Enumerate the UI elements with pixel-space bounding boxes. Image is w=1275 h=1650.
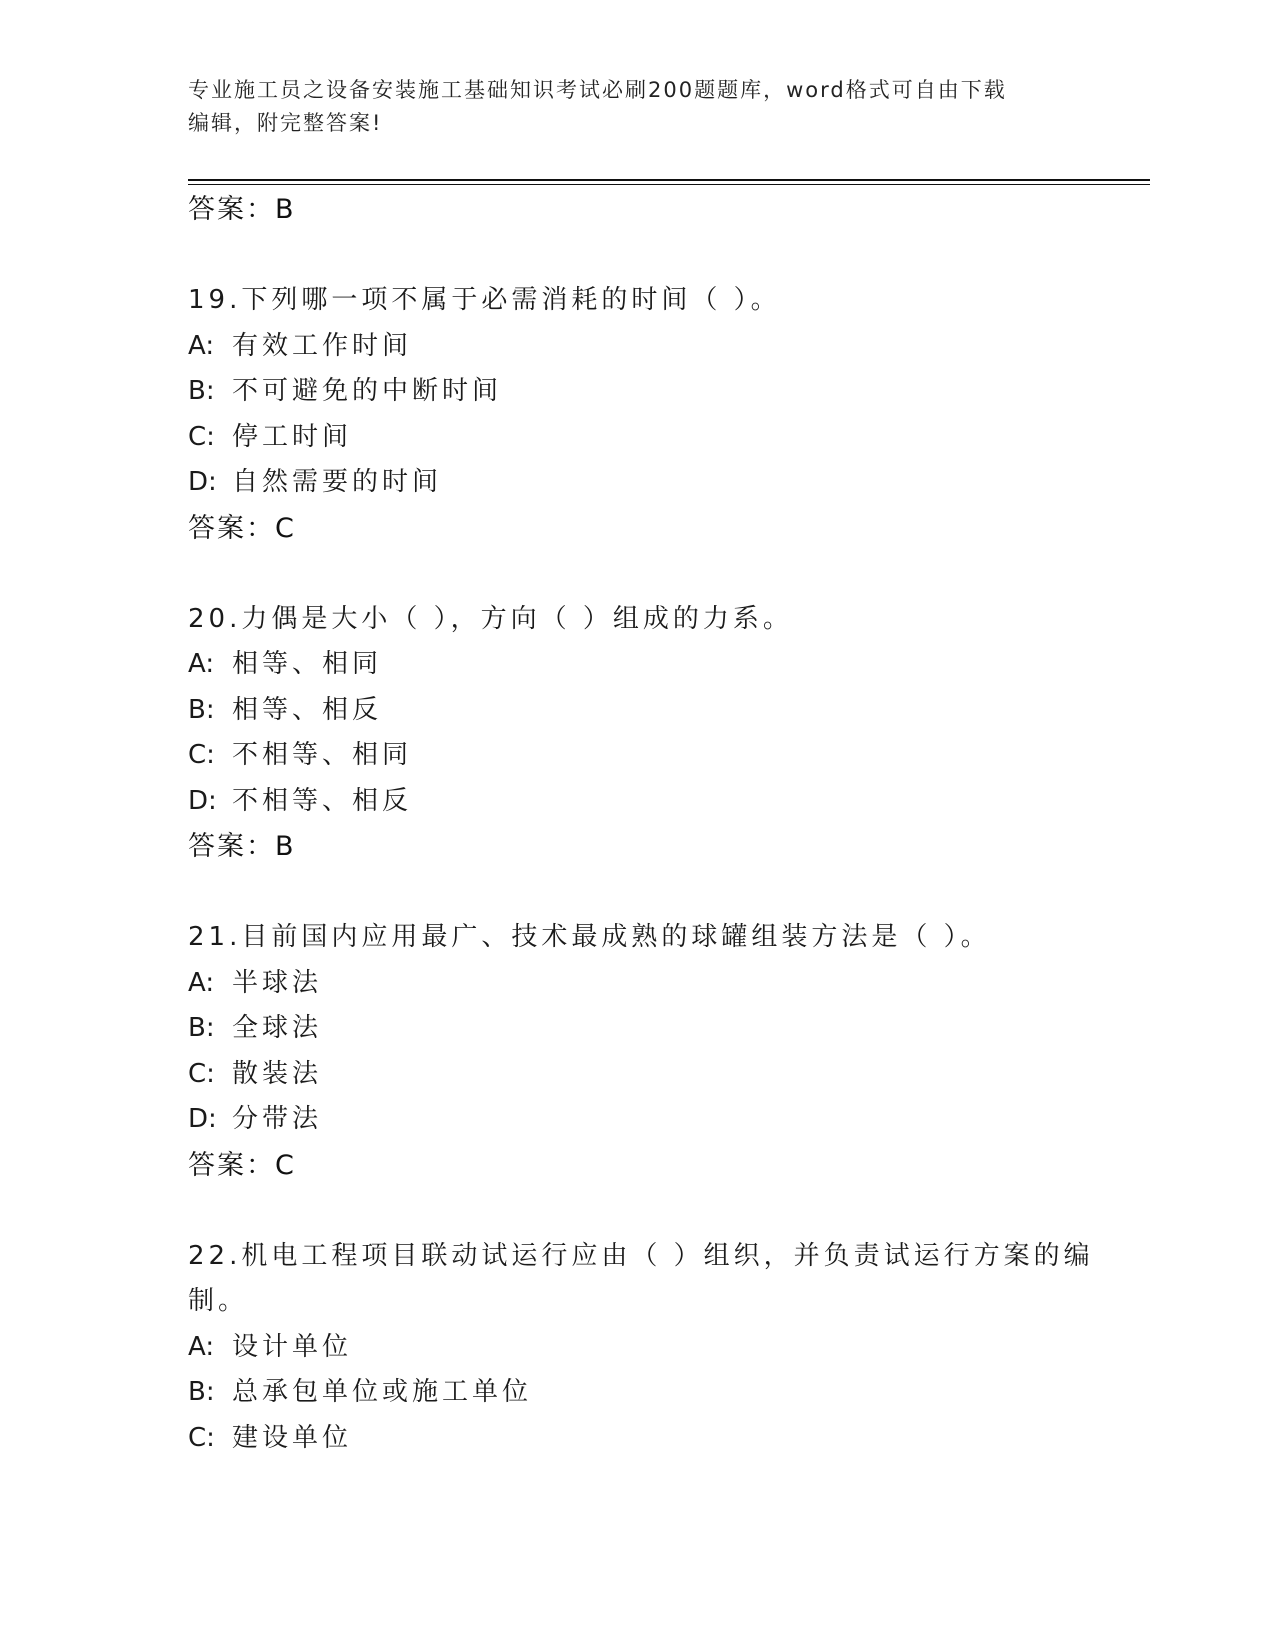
option-text: 有效工作时间 <box>232 330 413 361</box>
spacer <box>188 233 1088 279</box>
option-letter: C: <box>188 740 215 770</box>
option-c <box>188 1052 1088 1098</box>
option-d <box>188 460 1088 506</box>
option-b <box>188 688 1088 734</box>
option-text: 散装法 <box>232 1058 323 1089</box>
header-line-1: 专业施工员之设备安装施工基础知识考试必刷200题题库，word格式可自由下载 <box>188 78 1007 102</box>
option-text: 自然需要的时间 <box>232 467 443 497</box>
question-list <box>188 187 1094 1461</box>
option-d <box>188 779 1088 825</box>
option-letter: C: <box>188 421 215 452</box>
spacer <box>188 551 1088 597</box>
answer: 答案：B <box>188 831 296 862</box>
option-text: 全球法 <box>232 1013 323 1043</box>
option-text: 相等、相反 <box>232 694 383 725</box>
option-a <box>188 1325 1088 1371</box>
option-letter: A: <box>188 330 215 361</box>
option-letter: D: <box>188 1104 217 1134</box>
option-text: 半球法 <box>232 967 323 998</box>
option-letter: D: <box>188 785 217 816</box>
answer: 答案：C <box>188 512 296 544</box>
option-a <box>188 961 1088 1007</box>
header-line-2: 编辑，附完整答案! <box>188 111 383 135</box>
option-b <box>188 369 1088 415</box>
option-text: 不相等、相同 <box>232 740 413 770</box>
question-21 <box>188 915 1088 1188</box>
option-letter: B: <box>188 376 215 406</box>
option-d <box>188 1097 1088 1143</box>
option-letter: A: <box>188 1331 215 1362</box>
option-text: 总承包单位或施工单位 <box>232 1377 533 1407</box>
spacer <box>188 870 1088 916</box>
option-text: 相等、相同 <box>232 649 383 679</box>
option-letter: C: <box>188 1422 215 1453</box>
option-a <box>188 324 1088 370</box>
option-text: 不相等、相反 <box>232 785 413 816</box>
option-letter: B: <box>188 694 215 725</box>
question-text: 19.下列哪一项不属于必需消耗的时间（ ）。 <box>188 285 781 315</box>
option-a <box>188 642 1088 688</box>
question-text: 20.力偶是大小（ ），方向（ ）组成的力系。 <box>188 603 793 634</box>
option-letter: A: <box>188 967 215 998</box>
document-header <box>188 74 1088 140</box>
option-c <box>188 415 1088 461</box>
option-b <box>188 1370 1088 1416</box>
option-text: 停工时间 <box>232 421 353 452</box>
header-divider-thick <box>188 179 1150 181</box>
previous-answer: 答案：B <box>188 194 296 225</box>
question-text-line-1: 22.机电工程项目联动试运行应由（ ）组织，并负责试运行方案的编 <box>188 1240 1094 1271</box>
option-text: 设计单位 <box>232 1331 353 1362</box>
question-19 <box>188 278 1088 551</box>
question-22 <box>188 1234 1094 1462</box>
option-letter: B: <box>188 1377 215 1407</box>
option-letter: A: <box>188 649 215 679</box>
spacer <box>188 1188 1088 1234</box>
answer: 答案：C <box>188 1149 296 1181</box>
header-divider-thin <box>188 184 1150 185</box>
question-text: 21.目前国内应用最广、技术最成熟的球罐组装方法是（ ）。 <box>188 922 991 952</box>
option-letter: C: <box>188 1058 215 1089</box>
option-b <box>188 1006 1088 1052</box>
option-c <box>188 1416 1088 1462</box>
option-text: 不可避免的中断时间 <box>232 376 503 406</box>
option-text: 建设单位 <box>232 1422 353 1453</box>
option-letter: D: <box>188 467 217 497</box>
option-c <box>188 733 1088 779</box>
question-20 <box>188 597 1088 870</box>
option-letter: B: <box>188 1013 215 1043</box>
option-text: 分带法 <box>232 1104 323 1134</box>
question-text-line-2: 制。 <box>188 1286 249 1316</box>
